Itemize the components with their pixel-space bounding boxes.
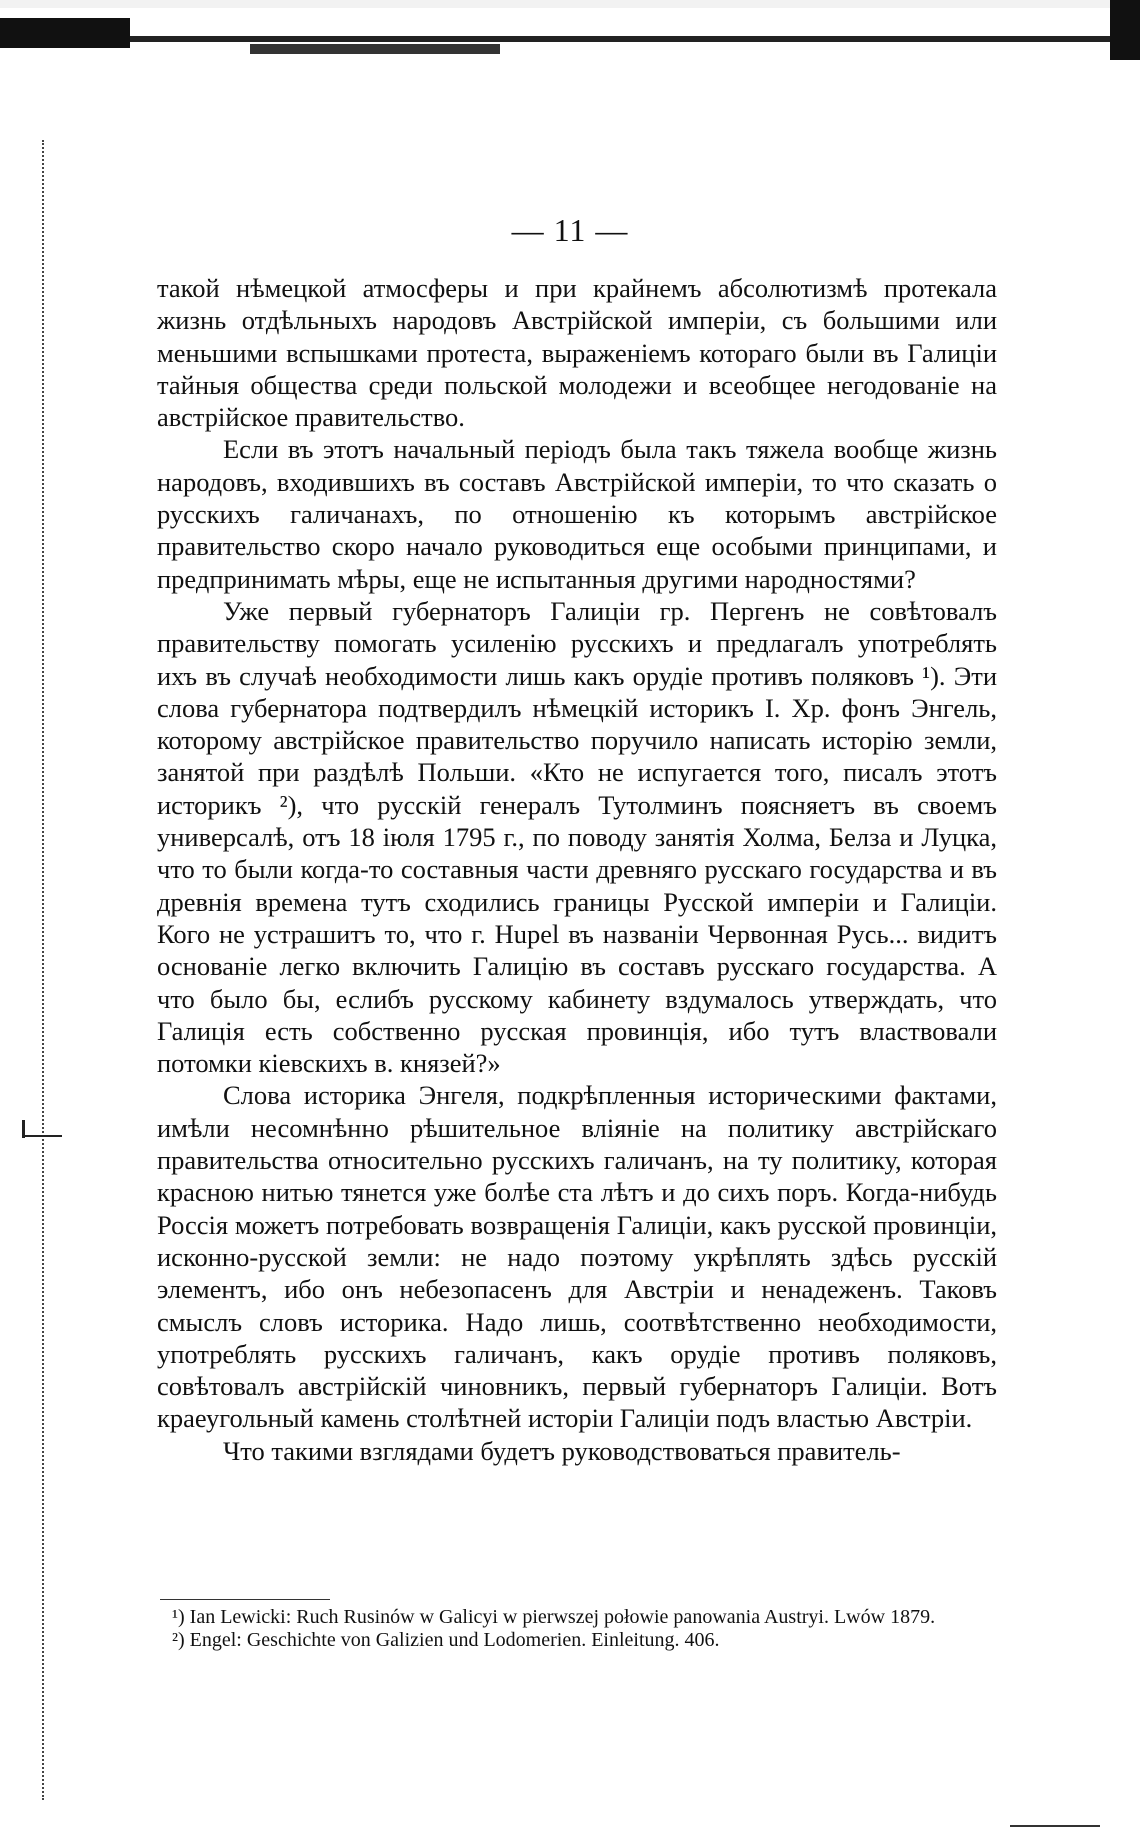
scan-edge bbox=[0, 0, 1140, 8]
scan-artifact bbox=[1010, 1825, 1100, 1827]
scan-border-left bbox=[42, 140, 47, 1800]
scan-artifact bbox=[1110, 0, 1140, 60]
scan-artifact bbox=[250, 44, 500, 54]
scan-artifact bbox=[22, 1120, 25, 1138]
scan-artifact bbox=[0, 18, 130, 48]
footnotes bbox=[172, 1606, 1002, 1652]
page-number: — 11 — bbox=[511, 212, 629, 248]
paragraph: такой нѣмецкой атмосферы и при крайнемъ абсолютизмѣ протекала жизнь отдѣльныхъ народовъ Австрійской имперіи, съ большими или меньшими вспышками протеста, выраженіемъ котораго были въ Галиціи тайныя общества среди польской молодежи и всеобщее негодованіе на австрійское правительство. bbox=[157, 273, 997, 433]
paragraph: Слова историка Энгеля, подкрѣпленныя историческими фактами, имѣли несомнѣнно рѣшительное вліяніе на политику австрійскаго правительства относительно русскихъ галичанъ, на ту политику, которая красною нитью тянется уже болѣе ста лѣтъ и до сихъ поръ. Когда-нибудь Россія можетъ потребовать возвращенія Галиціи, какъ русской провинціи, исконно-русской земли: не надо поэтому укрѣплять здѣсь русскій элементъ, ибо онъ небезопасенъ для Австріи и ненадеженъ. Таковъ смыслъ словъ историка. Надо лишь, соотвѣтственно необходимости, употреблять русскихъ галичанъ, какъ орудіе противъ поляковъ, совѣтовалъ австрійскій чиновникъ, первый губернаторъ Галиціи. Вотъ краеугольный камень столѣтней исторіи Галиціи подъ властью Австріи. bbox=[157, 1080, 997, 1434]
paragraph: Что такими взглядами будетъ руководствоваться правитель- bbox=[223, 1435, 901, 1466]
paragraph: Уже первый губернаторъ Галиціи гр. Пергенъ не совѣтовалъ правительству помогать усиленію русскихъ и предлагалъ употреблять ихъ въ случаѣ необходимости лишь какъ орудіе противъ поляковъ ¹). Эти слова губернатора подтвердилъ нѣмецкій историкъ І. Хр. фонъ Энгель, которому австрійское правительство поручило написать исторію земли, занятой при раздѣлѣ Польши. «Кто не испугается того, писалъ этотъ историкъ ²), что русскій генералъ Тутолминъ поясняетъ въ своемъ универсалѣ, отъ 18 іюля 1795 г., по поводу занятія Холма, Белза и Луцка, что то были когда-то составныя части древняго русскаго государства и въ древнія времена тутъ сходились границы Русской имперіи и Галиціи. Кого не устрашитъ то, что г. Hupel въ названіи Червонная Русь... видитъ основаніе легко включить Галицію въ составъ русскаго государства. А что было бы, еслибъ русскому кабинету вздумалось утверждать, что Галиція есть собственно русская провинція, ибо тутъ властвовали потомки кіевскихъ в. князей?» bbox=[157, 595, 997, 1079]
scan-border-top bbox=[0, 0, 1140, 60]
footnote: ²) Engel: Geschichte von Galizien und Lodomerien. Einleitung. 406. bbox=[172, 1629, 720, 1651]
footnote-rule bbox=[160, 1599, 330, 1600]
body-text bbox=[157, 272, 997, 1467]
paragraph: Если въ этотъ начальный періодъ была такъ тяжела вообще жизнь народовъ, входившихъ въ составъ Австрійской имперіи, то что сказать о русскихъ галичанахъ, по отношенію къ которымъ австрійское правительство скоро начало руководиться еще особыми принципами, и предпринимать мѣры, еще не испытанныя другими народностями? bbox=[157, 434, 997, 594]
scan-artifact bbox=[130, 36, 1140, 42]
footnote: ¹) Ian Lewicki: Ruch Rusinów w Galicyi w pierwszej połowie panowania Austryi. Lwów 1879. bbox=[172, 1606, 936, 1628]
scan-artifact bbox=[22, 1135, 62, 1137]
